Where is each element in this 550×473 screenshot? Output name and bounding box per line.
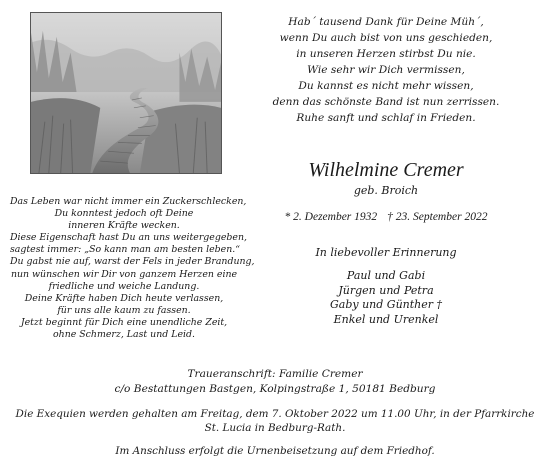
birth-date: * 2. Dezember 1932 <box>284 211 378 223</box>
mourner: Enkel und Urenkel <box>333 312 439 326</box>
verse-line: Du gabst nie auf, warst der Fels in jeder Brandung, <box>10 256 255 268</box>
verse-line: Deine Kräfte haben Dich heute verlassen, <box>24 292 224 304</box>
memory-heading: In liebevoller Erinnerung <box>315 246 457 259</box>
verse-line: Das Leben war nicht immer ein Zuckerschlecken, <box>10 196 247 207</box>
poem-line: denn das schönste Band ist nun zerrissen. <box>272 96 500 108</box>
exequien-line: St. Lucia in Bedburg-Rath. <box>204 421 346 434</box>
exequien-line: Die Exequien werden gehalten am Freitag, dem 7. Oktober 2022 um 11.00 Uhr, in der Pfarrkirche <box>15 408 535 420</box>
birth-name: geb. Broich <box>353 184 419 197</box>
burial-notice: Im Anschluss erfolgt die Urnenbeisetzung auf dem Friedhof. <box>115 445 435 457</box>
boardwalk-photo <box>30 12 222 174</box>
verse-line: Jetzt beginnt für Dich eine unendliche Zeit, <box>20 316 228 328</box>
mourner: Jürgen und Petra <box>338 283 434 297</box>
death-date: † 23. September 2022 <box>387 211 488 223</box>
mourning-address: Traueranschrift: Familie Cremer <box>187 368 363 380</box>
boardwalk-photo-icon <box>31 13 221 173</box>
life-dates <box>238 209 534 225</box>
poem-line: wenn Du auch bist von uns geschieden, <box>279 32 493 44</box>
verse-line: für uns alle kaum zu fassen. <box>57 304 191 316</box>
funeral-home-address: c/o Bestattungen Bastgen, Kolpingstraße 1, 50181 Bedburg <box>114 383 436 395</box>
exequien-notice <box>0 408 550 435</box>
verse-line: inneren Kräfte wecken. <box>68 220 180 232</box>
poem-line: Wie sehr wir Dich vermissen, <box>307 64 465 76</box>
poem-line: Ruhe sanft und schlaf in Frieden. <box>296 112 476 124</box>
poem-line: Hab´ tausend Dank für Deine Müh´, <box>288 16 484 28</box>
verse-line: ohne Schmerz, Last und Leid. <box>53 329 195 341</box>
verse-line: nun wünschen wir Dir von ganzem Herzen eine <box>10 268 238 280</box>
verse-line: Diese Eigenschaft hast Du an uns weitergegeben, <box>10 232 247 244</box>
verse-line: sagtest immer: „So kann man am besten leben.“ <box>10 244 241 256</box>
verse-line: Du konntest jedoch oft Deine <box>54 208 194 220</box>
verse <box>10 196 255 341</box>
mourner: Paul und Gabi <box>346 269 426 282</box>
poem-line: in unseren Herzen stirbst Du nie. <box>296 48 476 60</box>
mourner: Gaby und Günther † <box>329 298 443 311</box>
poem <box>238 14 534 126</box>
poem-line: Du kannst es nicht mehr wissen, <box>298 80 474 92</box>
deceased-name: Wilhelmine Cremer <box>308 159 464 181</box>
mourners-list <box>238 269 534 327</box>
verse-line: friedliche und weiche Landung. <box>48 280 200 292</box>
